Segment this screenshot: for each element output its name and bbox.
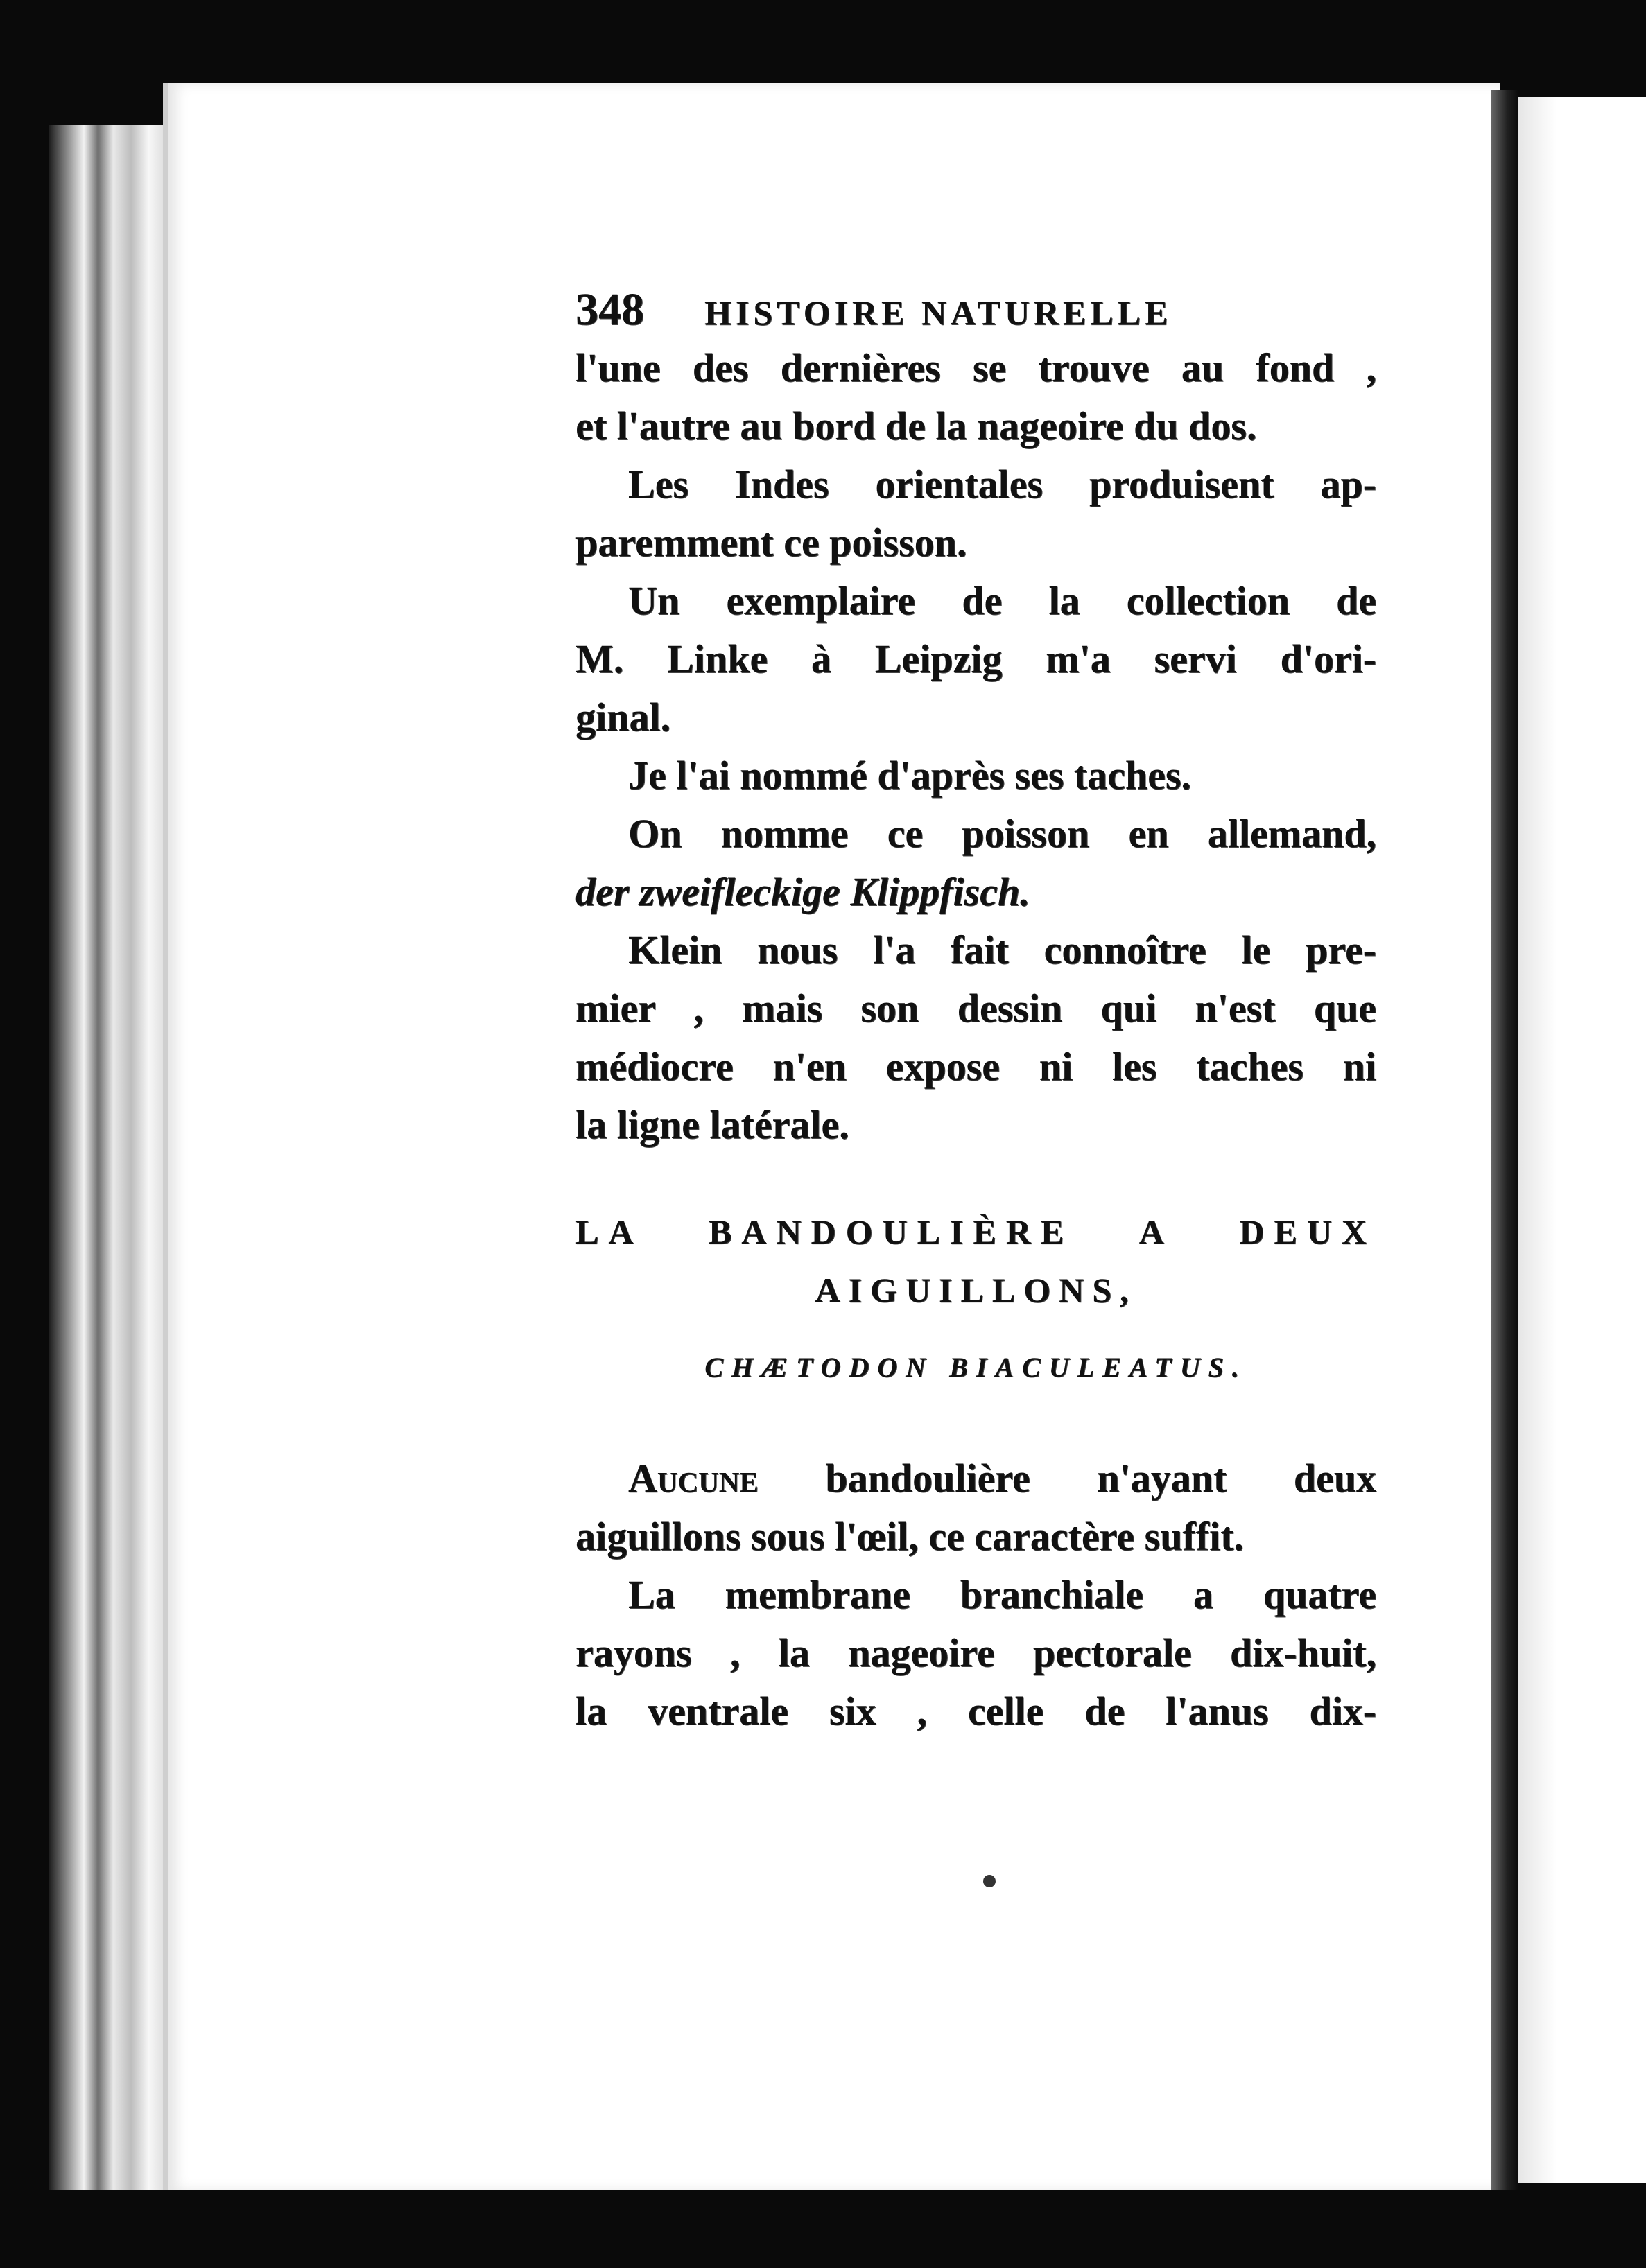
- text-line: ginal.: [575, 695, 670, 740]
- drop-word: Aucune: [628, 1456, 759, 1501]
- latin-species-name: CHÆTODON BIACULEATUS.: [704, 1352, 1247, 1383]
- page-gutter-shadow: [1491, 90, 1518, 2190]
- text-line: et l'autre au bord de la nageoire du dos.: [575, 403, 1257, 448]
- ink-speck: [983, 1875, 996, 1887]
- book-spine-edge: [49, 125, 166, 2190]
- text-line: la ventrale six , celle de l'anus dix-: [575, 1689, 1376, 1734]
- text-line: Je l'ai nommé d'après ses taches.: [628, 753, 1191, 798]
- page-number: 348: [575, 284, 644, 335]
- text-line-rest: bandoulière n'ayant deux: [758, 1456, 1376, 1501]
- running-head: [575, 281, 1376, 339]
- text-line: la ligne latérale.: [575, 1102, 849, 1147]
- text-line: Les Indes orientales produisent ap-: [628, 462, 1376, 507]
- text-line: Un exemplaire de la collection de: [628, 578, 1376, 623]
- text-line: l'une des dernières se trouve au fond ,: [575, 345, 1376, 390]
- text-line-italic: der zweifleckige Klippfisch.: [575, 869, 1030, 914]
- section-heading: [575, 1203, 1376, 1319]
- text-line: médiocre n'en expose ni les taches ni: [575, 1044, 1376, 1089]
- text-line: M. Linke à Leipzig m'a servi d'ori-: [575, 636, 1376, 681]
- text-line: rayons , la nageoire pectorale dix-huit,: [575, 1630, 1376, 1675]
- running-head-title: HISTOIRE NATURELLE: [704, 293, 1172, 332]
- text-line: paremment ce poisson.: [575, 520, 967, 565]
- text-line: [575, 1449, 1376, 1508]
- text-line: On nomme ce poisson en allemand,: [628, 811, 1376, 856]
- text-line: La membrane branchiale a quatre: [628, 1572, 1376, 1617]
- page-text: [575, 281, 1376, 1741]
- text-line: mier , mais son dessin qui n'est que: [575, 986, 1376, 1031]
- section-heading-line-2: AIGUILLONS,: [815, 1271, 1137, 1309]
- text-line: aiguillons sous l'œil, ce caractère suffit.: [575, 1514, 1244, 1559]
- section-heading-line-1: LA BANDOULIÈRE A DEUX: [575, 1212, 1376, 1251]
- facing-page-edge: [1518, 97, 1646, 2183]
- text-line: Klein nous l'a fait connoître le pre-: [628, 927, 1376, 972]
